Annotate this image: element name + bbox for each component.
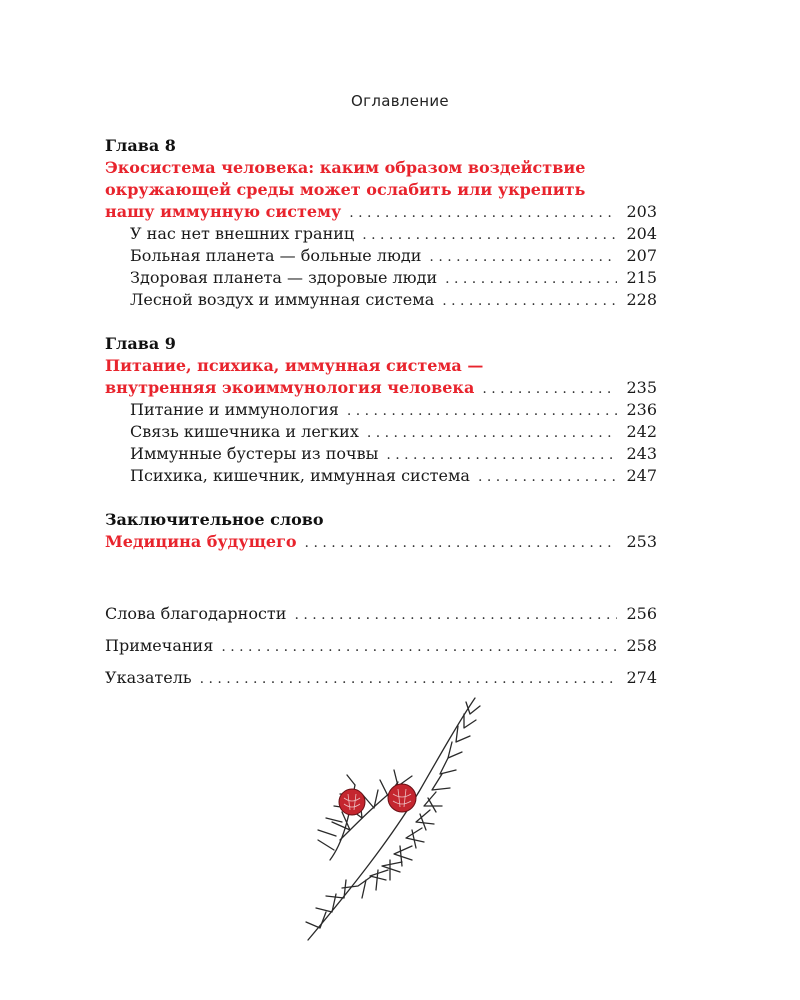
- toc-entry[interactable]: [105, 421, 657, 443]
- page-number: 274: [626, 668, 657, 687]
- chapter-title-line[interactable]: Питание, психика, иммунная система —: [105, 356, 484, 375]
- chapter-8: [105, 135, 657, 311]
- dot-leader: [442, 290, 617, 312]
- pine-branch-with-berries-icon: [300, 690, 500, 950]
- dot-leader: [362, 224, 617, 246]
- page-number: 204: [626, 224, 657, 243]
- section-title[interactable]: Больная планета — больные люди: [130, 246, 422, 265]
- page-number: 207: [626, 246, 657, 265]
- page-number: 235: [626, 378, 657, 397]
- dot-leader: [445, 268, 617, 290]
- spacer: [105, 487, 657, 509]
- running-head: Оглавление: [351, 92, 449, 110]
- chapter-9: [105, 333, 657, 487]
- section-title[interactable]: У нас нет внешних границ: [130, 224, 355, 243]
- page-number: 256: [626, 604, 657, 623]
- toc-entry[interactable]: [105, 267, 657, 289]
- back-matter-title[interactable]: Примечания: [105, 636, 214, 655]
- toc-entry[interactable]: [105, 465, 657, 487]
- page-number: 243: [626, 444, 657, 463]
- page-number: 203: [626, 202, 657, 221]
- berry-icon: [339, 789, 365, 815]
- closing-label: Заключительное слово: [105, 510, 324, 529]
- chapter-title-line[interactable]: внутренняя экоиммунология человека: [105, 378, 475, 397]
- spacer: [105, 553, 657, 598]
- closing-section: [105, 509, 657, 553]
- page-number: 215: [626, 268, 657, 287]
- section-title[interactable]: Психика, кишечник, иммунная система: [130, 466, 470, 485]
- toc-entry[interactable]: [105, 531, 657, 553]
- chapter-title-line[interactable]: нашу иммунную систему: [105, 202, 342, 221]
- toc-entry[interactable]: [105, 289, 657, 311]
- toc-entry[interactable]: [105, 245, 657, 267]
- spacer: [105, 311, 657, 333]
- table-of-contents: [105, 135, 657, 694]
- chapter-title-line[interactable]: окружающей среды может ослабить или укрепить: [105, 180, 586, 199]
- back-matter-title[interactable]: Указатель: [105, 668, 192, 687]
- chapter-label: Глава 8: [105, 136, 176, 155]
- chapter-title-line[interactable]: Экосистема человека: каким образом воздействие: [105, 158, 586, 177]
- toc-entry[interactable]: [105, 399, 657, 421]
- dot-leader: [429, 246, 617, 268]
- page-number: 236: [626, 400, 657, 419]
- dot-leader: [347, 400, 617, 422]
- closing-title[interactable]: Медицина будущего: [105, 532, 297, 551]
- page-number: 228: [626, 290, 657, 309]
- berry-icon: [388, 784, 416, 812]
- dot-leader: [478, 466, 617, 488]
- page-number: 247: [626, 466, 657, 485]
- back-matter: [105, 598, 657, 694]
- page-number: 253: [626, 532, 657, 551]
- dot-leader: [349, 202, 617, 224]
- dot-leader: [221, 631, 617, 663]
- toc-entry[interactable]: [105, 630, 657, 662]
- section-title[interactable]: Здоровая планета — здоровые люди: [130, 268, 438, 287]
- dot-leader: [482, 378, 617, 400]
- dot-leader: [367, 422, 617, 444]
- dot-leader: [305, 532, 617, 554]
- toc-entry[interactable]: [105, 223, 657, 245]
- page-number: 258: [626, 636, 657, 655]
- toc-entry[interactable]: [105, 377, 657, 399]
- toc-entry[interactable]: [105, 598, 657, 630]
- section-title[interactable]: Питание и иммунология: [130, 400, 339, 419]
- back-matter-title[interactable]: Слова благодарности: [105, 604, 287, 623]
- section-title[interactable]: Иммунные бустеры из почвы: [130, 444, 379, 463]
- chapter-label: Глава 9: [105, 334, 176, 353]
- toc-entry[interactable]: [105, 443, 657, 465]
- dot-leader: [294, 599, 617, 631]
- dot-leader: [386, 444, 617, 466]
- section-title[interactable]: Связь кишечника и легких: [130, 422, 359, 441]
- page-number: 242: [626, 422, 657, 441]
- toc-entry[interactable]: [105, 201, 657, 223]
- section-title[interactable]: Лесной воздух и иммунная система: [130, 290, 435, 309]
